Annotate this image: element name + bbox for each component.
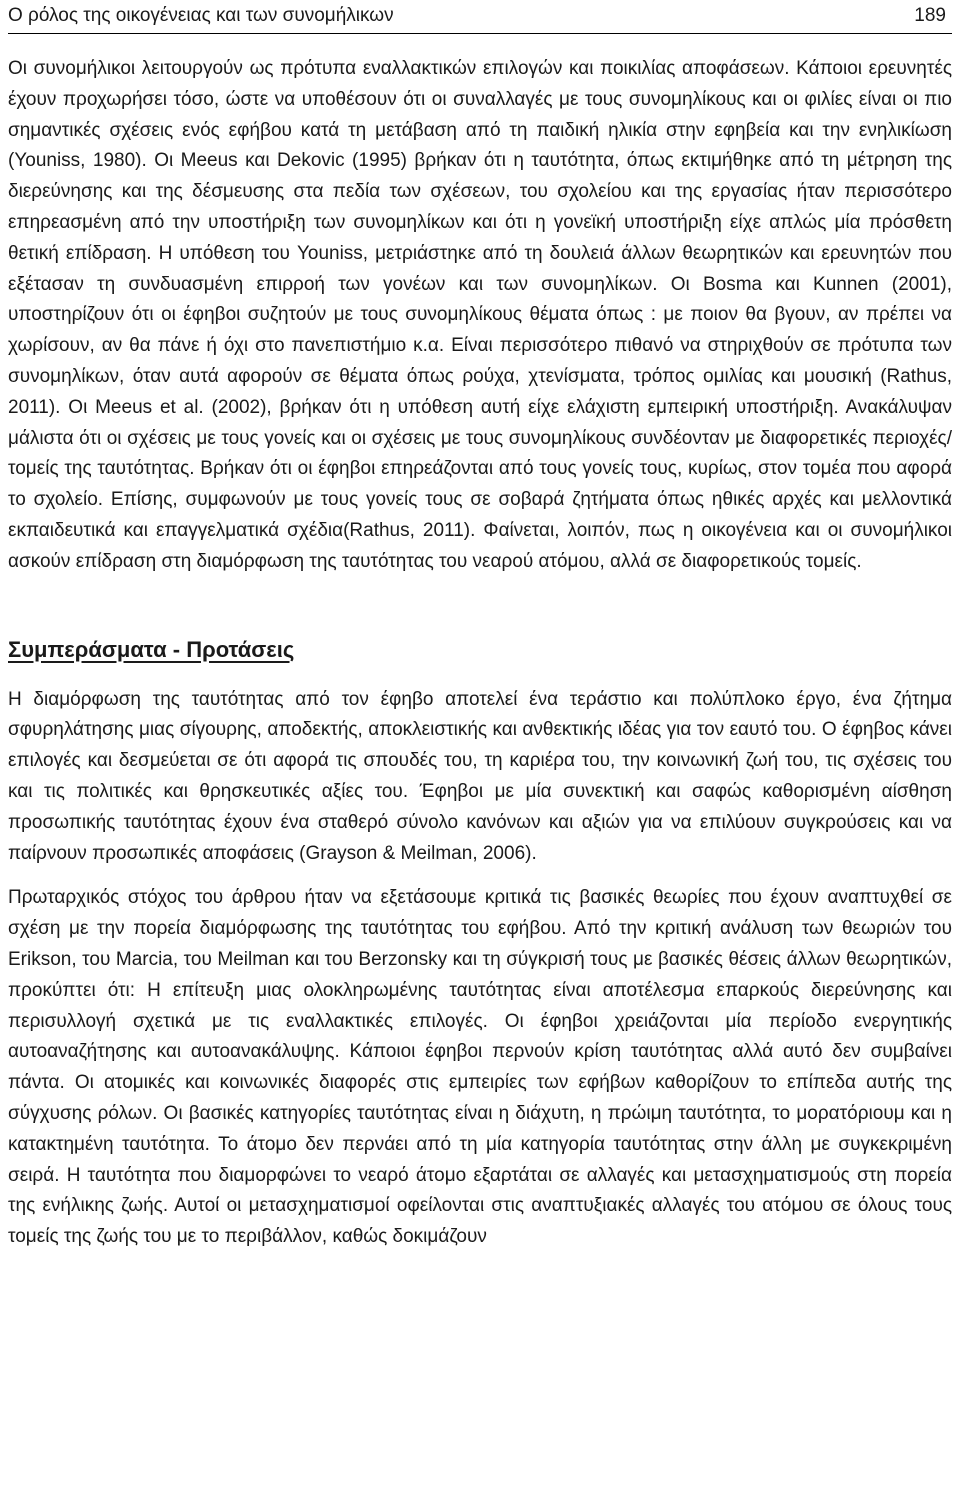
page-number: 189	[914, 5, 946, 26]
running-header	[8, 0, 952, 34]
document-page	[8, 0, 952, 1253]
paragraph-peer-influence: Οι συνομήλικοι λειτουργούν ως πρότυπα εναλλακτικών επιλογών και ποικιλίας αποφάσεων. Κάποιοι ερευνητές έχουν προχωρήσει τόσο, ώστε να υποθέσουν ότι οι συναλλαγές με τους συνομηλίκους και οι φιλίες είναι οι πιο σημαντικές σχέσεις ενός εφήβου κατά τη μετάβαση από τη παιδική ηλικία στην εφηβεία και την ενηλικίωση (Youniss, 1980). Οι Meeus και Dekovic (1995) βρήκαν ότι η ταυτότητα, όπως εκτιμήθηκε από τη μέτρηση της διερεύνησης και της δέσμευσης στα πεδία των σχέσεων, του σχολείου και της εργασίας ήταν περισσότερο επηρεασμένη από την υποστήριξη των συνομηλίκων και ότι η γονεϊκή υποστήριξη είχε απλώς μία πρόσθετη θετική επίδραση. Η υπόθεση του Youniss, μετριάστηκε από τη δουλειά άλλων θεωρητικών και ερευνητών που εξέτασαν τη συνδυασμένη επιρροή των γονέων και των συνομηλίκων. Οι Bosma και Kunnen (2001), υποστηρίζουν ότι οι έφηβοι συζητούν με τους συνομηλίκους θέματα όπως : με ποιον θα βγουν, αν πρέπει να χωρίσουν, αν θα πάνε ή όχι στο πανεπιστήμιο κ.α. Είναι περισσότερο πιθανό να στηριχθούν σε πρότυπα των συνομηλίκων, όταν αυτά αφορούν σε θέματα όπως ρούχα, χτενίσματα, τρόπος ομιλίας και μουσική (Rathus, 2011). Οι Meeus et al. (2002), βρήκαν ότι η υπόθεση αυτή είχε ελάχιστη εμπειρική υποστήριξη. Ανακάλυψαν μάλιστα ότι οι σχέσεις με τους γονείς και οι σχέσεις με τους συνομηλίκους συνδέονταν με διαφορετικές περιοχές/τομείς της ταυτότητας. Βρήκαν ότι οι έφηβοι επηρεάζονται από τους γονείς τους, κυρίως, στον τομέα που αφορά το σχολείο. Επίσης, συμφωνούν με τους γονείς τους σε σοβαρά ζητήματα όπως ηθικές αρχές και μελλοντικά εκπαιδευτικά και επαγγελματικά σχέδια(Rathus, 2011). Φαίνεται, λοιπόν, πως η οικογένεια και οι συνομήλικοι ασκούν επίδραση στη διαμόρφωση της ταυτότητας του νεαρού ατόμου, αλλά σε διαφορετικούς τομείς.	[8, 58, 952, 572]
section-heading-conclusions: Συμπεράσματα - Προτάσεις	[8, 636, 295, 662]
paragraph-article-goal: Πρωταρχικός στόχος του άρθρου ήταν να εξετάσουμε κριτικά τις βασικές θεωρίες που έχουν αναπτυχθεί σε σχέση με την πορεία διαμόρφωσης της ταυτότητας του εφήβου. Από την κριτική ανάλυση των θεωριών του Erikson, του Marcia, του Meilman και του Berzonsky και τη σύγκρισή τους με βασικές θέσεις άλλων θεωρητικών, προκύπτει ότι: Η επίτευξη μιας ολοκληρωμένης ταυτότητας είναι αποτέλεσμα επαρκούς διερεύνησης και περισυλλογή σχετικά με τις εναλλακτικές επιλογές. Οι έφηβοι χρειάζονται μία περίοδο ενεργητικής αυτοαναζήτησης και αυτοανακάλυψης. Κάποιοι έφηβοι περνούν κρίση ταυτότητας αλλά αυτό δεν συμβαίνει πάντα. Οι ατομικές και κοινωνικές διαφορές στις εμπειρίες των εφήβων καθορίζουν το επίπεδα αυτής της σύγχυσης ρόλων. Οι βασικές κατηγορίες ταυτότητας είναι η διάχυτη, η πρώιμη ταυτότητα, το μορατόριουμ και η κατακτημένη ταυτότητα. Το άτομο δεν περνάει από τη μία κατηγορία ταυτότητας στην άλλη με συγκεκριμένη σειρά. Η ταυτότητα που διαμορφώνει το νεαρό άτομο εξαρτάται σε αλλαγές και μετασχηματισμούς στη πορεία της ενήλικης ζωής. Αυτοί οι μετασχηματισμοί οφείλονται στις αναπτυξιακές αλλαγές του ατόμου σε όλους τους τομείς της ζωής του με το περιβάλλον, καθώς δοκιμάζουν	[8, 887, 952, 1248]
running-header-title: Ο ρόλος της οικογένειας και των συνομήλικων	[8, 5, 394, 26]
paragraph-identity-formation: Η διαμόρφωση της ταυτότητας από τον έφηβο αποτελεί ένα τεράστιο και πολύπλοκο έργο, ένα ζήτημα σφυρηλάτησης μιας σίγουρης, αποδεκτής, αποκλειστικής και ανθεκτικής ιδέας για τον εαυτό του. Ο έφηβος κάνει επιλογές και δεσμεύεται σε ότι αφορά τις σπουδές του, τη καριέρα του, την κοινωνική ζωή του, τις σχέσεις του και τις πολιτικές και θρησκευτικές αξίες του. Έφηβοι με μία συνεκτική και σαφώς καθορισμένη αίσθηση προσωπικής ταυτότητας έχουν ένα σταθερό σύνολο κανόνων και αξιών για να επιλύουν συγκρούσεις και να παίρνουν προσωπικές αποφάσεις (Grayson & Meilman, 2006).	[8, 688, 952, 864]
